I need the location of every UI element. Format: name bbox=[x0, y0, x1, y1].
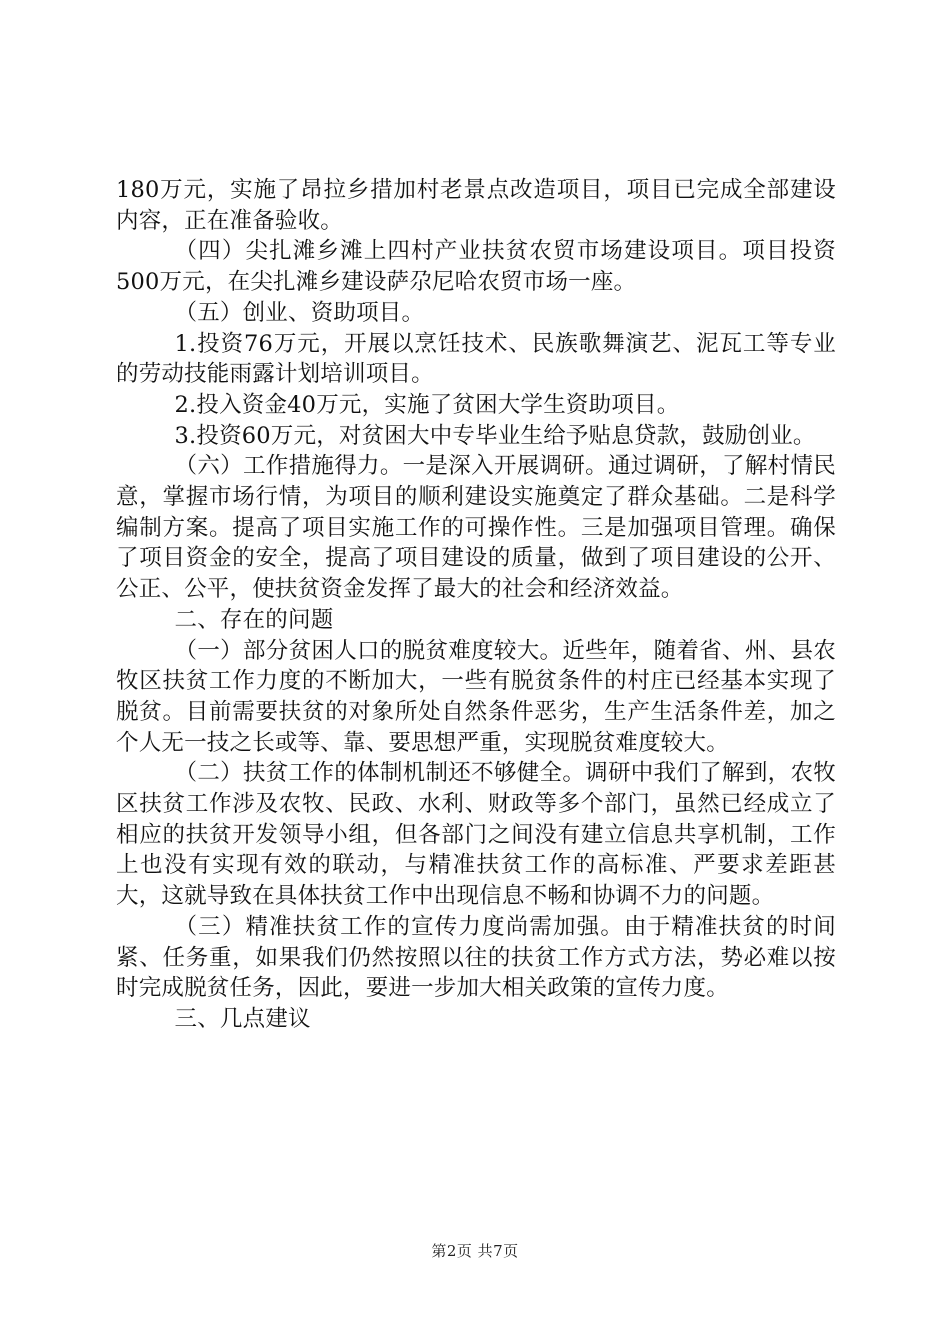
document-body bbox=[116, 175, 836, 1035]
paragraph-4: 1.投资76万元，开展以烹饪技术、民族歌舞演艺、泥瓦工等专业的劳动技能雨露计划培训项目。 bbox=[116, 330, 836, 388]
paragraph-6: 3.投资60万元，对贫困大中专毕业生给予贴息贷款，鼓励创业。 bbox=[174, 422, 816, 449]
paragraph-3: （五）创业、资助项目。 bbox=[174, 299, 425, 326]
paragraph-1: 180万元，实施了昂拉乡措加村老景点改造项目，项目已完成全部建设内容，正在准备验收。 bbox=[116, 177, 836, 234]
section-heading-suggestions: 三、几点建议 bbox=[174, 1005, 311, 1032]
paragraph-9: （一）部分贫困人口的脱贫难度较大。近些年，随着省、州、县农牧区扶贫工作力度的不断加大，一些有脱贫条件的村庄已经基本实现了脱贫。目前需要扶贫的对象所处自然条件恶劣，生产生活条件差，加之个人无一技之长或等、靠、要思想严重，实现脱贫难度较大。 bbox=[116, 637, 836, 756]
paragraph-7: （六）工作措施得力。一是深入开展调研。通过调研，了解村情民意，掌握市场行情，为项目的顺利建设实施奠定了群众基础。二是科学编制方案。提高了项目实施工作的可操作性。三是加强项目管理。确保了项目资金的安全，提高了项目建设的质量，做到了项目建设的公开、公正、公平，使扶贫资金发挥了最大的社会和经济效益。 bbox=[116, 453, 836, 603]
paragraph-2: （四）尖扎滩乡滩上四村产业扶贫农贸市场建设项目。项目投资500万元，在尖扎滩乡建设萨尕尼哈农贸市场一座。 bbox=[116, 238, 836, 296]
paragraph-11: （三）精准扶贫工作的宣传力度尚需加强。由于精准扶贫的时间紧、任务重，如果我们仍然按照以往的扶贫工作方式方法，势必难以按时完成脱贫任务，因此，要进一步加大相关政策的宣传力度。 bbox=[116, 913, 836, 1002]
page-number-footer: 第2页 共7页 bbox=[431, 1242, 519, 1260]
section-heading-problems: 二、存在的问题 bbox=[174, 606, 334, 633]
paragraph-10: （二）扶贫工作的体制机制还不够健全。调研中我们了解到，农牧区扶贫工作涉及农牧、民政、水利、财政等多个部门，虽然已经成立了相应的扶贫开发领导小组，但各部门之间没有建立信息共享机制，工作上也没有实现有效的联动，与精准扶贫工作的高标准、严要求差距甚大，这就导致在具体扶贫工作中出现信息不畅和协调不力的问题。 bbox=[116, 760, 836, 910]
paragraph-5: 2.投入资金40万元，实施了贫困大学生资助项目。 bbox=[174, 391, 680, 418]
